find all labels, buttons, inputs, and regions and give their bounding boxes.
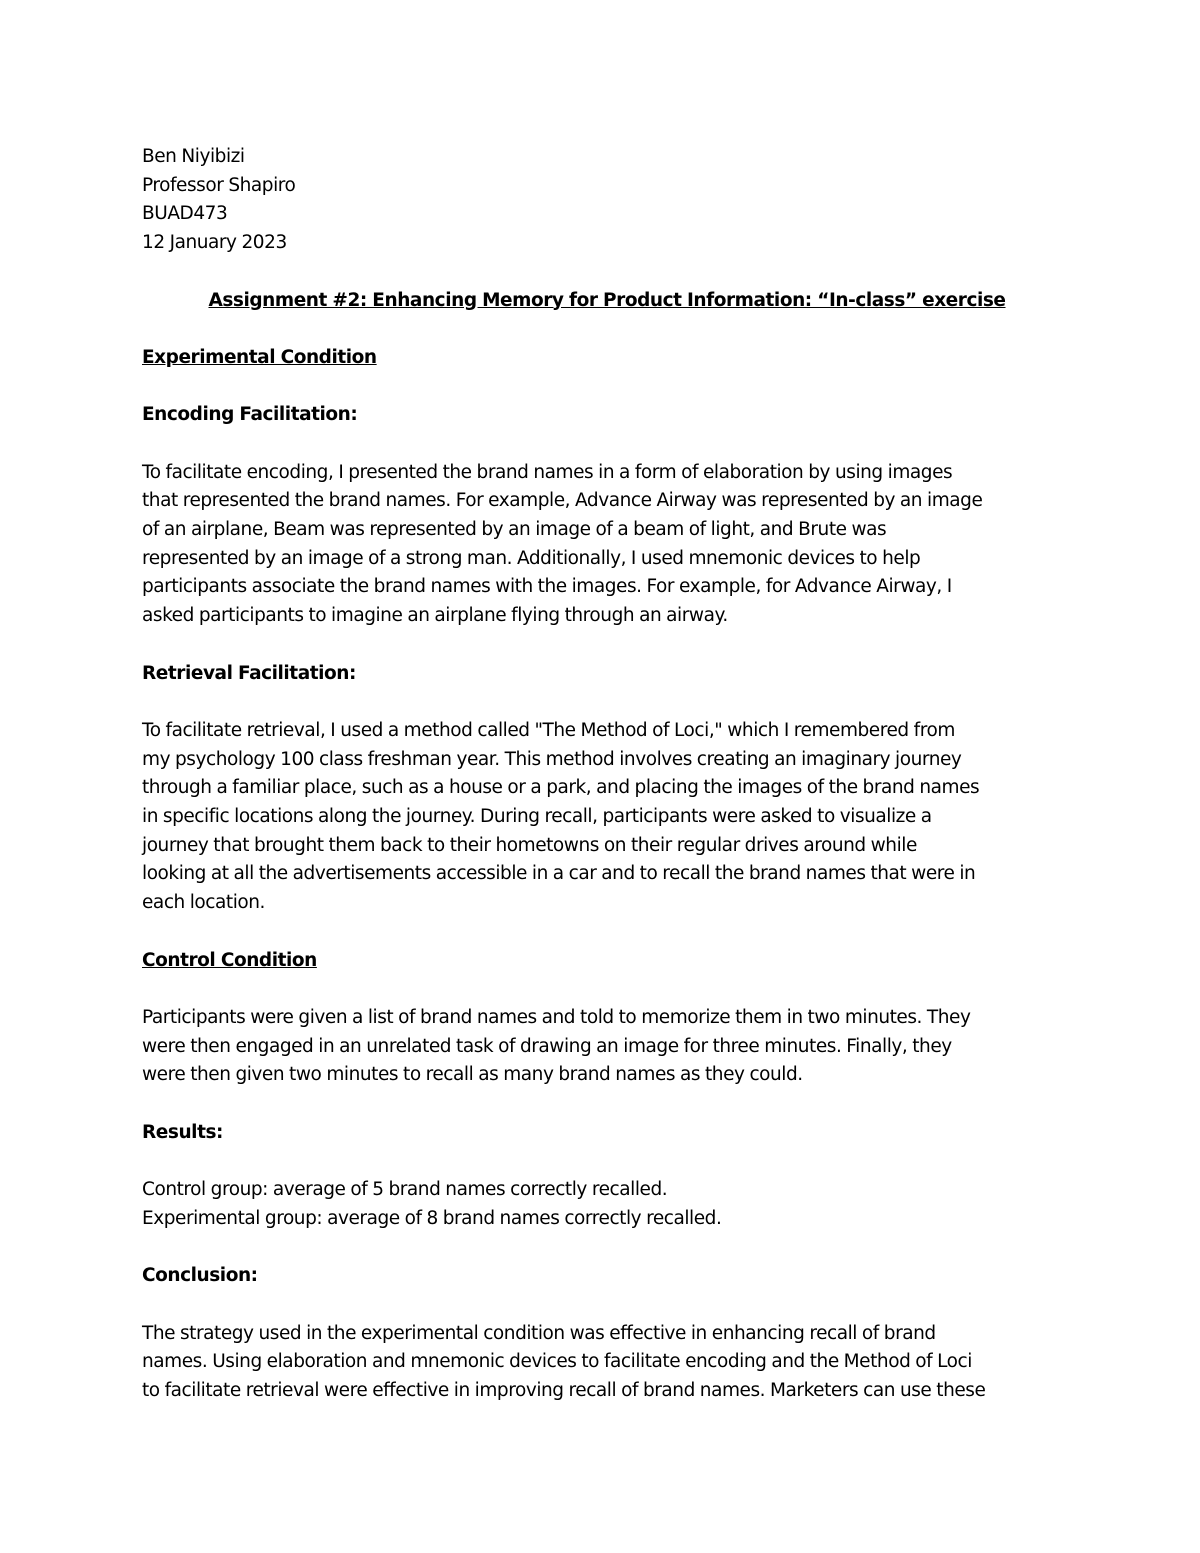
paragraph-line: in specific locations along the journey. During recall, participants were asked to visualize a	[142, 806, 932, 828]
spacer	[142, 430, 1072, 459]
paragraph-line: of an airplane, Beam was represented by an image of a beam of light, and Brute was	[142, 519, 887, 541]
encoding-facilitation-heading: Encoding Facilitation:	[142, 404, 358, 426]
paragraph-line: asked participants to imagine an airplane flying through an airway.	[142, 605, 728, 627]
paragraph-line: were then engaged in an unrelated task of drawing an image for three minutes. Finally, they	[142, 1035, 952, 1057]
paragraph-line: The strategy used in the experimental condition was effective in enhancing recall of brand	[142, 1322, 936, 1344]
paragraph-line: that represented the brand names. For example, Advance Airway was represented by an image	[142, 490, 983, 512]
document-date: 12 January 2023	[142, 232, 287, 254]
spacer	[142, 315, 1072, 344]
paragraph-line: to facilitate retrieval were effective in improving recall of brand names. Marketers can use these	[142, 1380, 986, 1402]
paragraph-line: To facilitate retrieval, I used a method called "The Method of Loci," which I remembered from	[142, 719, 955, 741]
conclusion-paragraph	[142, 1320, 1072, 1406]
encoding-paragraph	[142, 459, 1072, 631]
control-group-result: Control group: average of 5 brand names correctly recalled.	[142, 1179, 668, 1201]
control-paragraph	[142, 1004, 1072, 1090]
paragraph-line: each location.	[142, 892, 265, 914]
spacer	[142, 688, 1072, 717]
control-condition-heading: Control Condition	[142, 949, 317, 971]
professor-name: Professor Shapiro	[142, 174, 296, 196]
spacer	[142, 975, 1072, 1004]
results-paragraph	[142, 1176, 1072, 1233]
paragraph-line: Participants were given a list of brand names and told to memorize them in two minutes. They	[142, 1006, 971, 1028]
paragraph-line: represented by an image of a strong man. Additionally, I used mnemonic devices to help	[142, 547, 921, 569]
paragraph-line: were then given two minutes to recall as many brand names as they could.	[142, 1064, 803, 1086]
course-code: BUAD473	[142, 203, 228, 225]
retrieval-facilitation-heading: Retrieval Facilitation:	[142, 662, 356, 684]
spacer	[142, 373, 1072, 402]
document-body	[142, 143, 1072, 1406]
retrieval-paragraph	[142, 717, 1072, 918]
paragraph-line: participants associate the brand names with the images. For example, for Advance Airway, I	[142, 576, 952, 598]
spacer	[142, 918, 1072, 947]
spacer	[142, 631, 1072, 660]
spacer	[142, 1147, 1072, 1176]
paragraph-line: my psychology 100 class freshman year. This method involves creating an imaginary journey	[142, 748, 962, 770]
results-heading: Results:	[142, 1121, 223, 1143]
paragraph-line: through a familiar place, such as a house or a park, and placing the images of the brand names	[142, 777, 980, 799]
spacer	[142, 1234, 1072, 1263]
experimental-group-result: Experimental group: average of 8 brand names correctly recalled.	[142, 1207, 722, 1229]
spacer	[142, 1090, 1072, 1119]
experimental-condition-heading: Experimental Condition	[142, 346, 377, 368]
spacer	[142, 1291, 1072, 1320]
author-name: Ben Niyibizi	[142, 146, 245, 167]
paragraph-line: looking at all the advertisements accessible in a car and to recall the brand names that were in	[142, 863, 976, 885]
spacer	[142, 258, 1072, 287]
conclusion-heading: Conclusion:	[142, 1265, 258, 1287]
document-title: Assignment #2: Enhancing Memory for Product Information: “In-class” exercise	[208, 289, 1006, 311]
paragraph-line: To facilitate encoding, I presented the brand names in a form of elaboration by using images	[142, 461, 953, 483]
paragraph-line: journey that brought them back to their hometowns on their regular drives around while	[142, 834, 917, 856]
paragraph-line: names. Using elaboration and mnemonic devices to facilitate encoding and the Method of Loci	[142, 1351, 972, 1373]
